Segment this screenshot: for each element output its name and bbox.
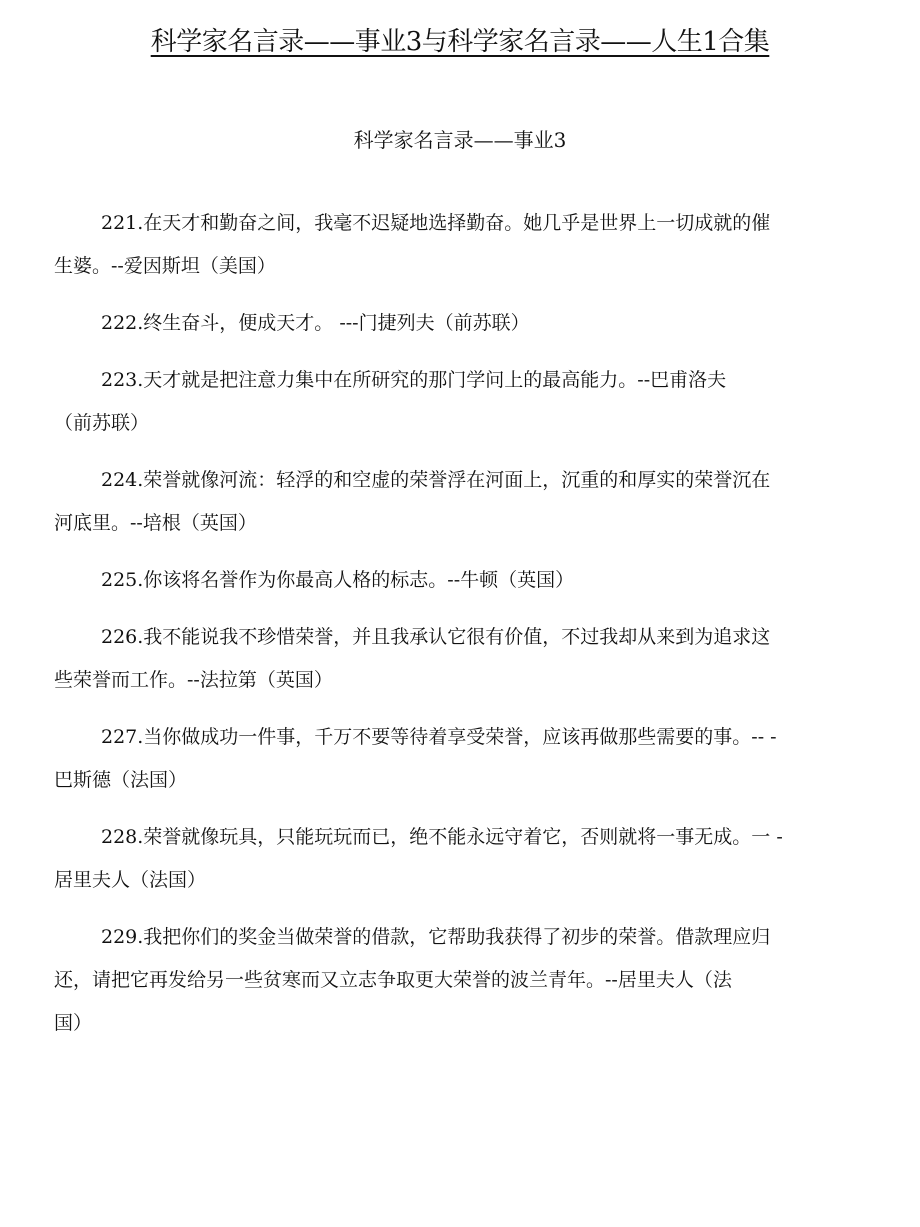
quote-line: 229.我把你们的奖金当做荣誉的借款，它帮助我获得了初步的荣誉。借款理应归 [101,926,771,948]
quote-line: 居里夫人（法国） [54,869,207,891]
quote-line: 228.荣誉就像玩具，只能玩玩而已，绝不能永远守着它，否则就将一事无成。一 - [101,826,783,848]
quote-line: 生婆。--爱因斯坦（美国） [54,255,276,277]
quote-item [54,302,854,345]
quote-line: 226.我不能说我不珍惜荣誉，并且我承认它很有价值，不过我却从来到为追求这 [101,626,771,648]
quote-item [54,459,854,545]
quote-line: 227.当你做成功一件事，千万不要等待着享受荣誉，应该再做那些需要的事。-- - [101,726,777,748]
quote-item [54,559,854,602]
quote-item [54,916,854,1045]
quote-line: 还，请把它再发给另一些贫寒而又立志争取更大荣誉的波兰青年。--居里夫人（法 [54,969,732,991]
document-title: 科学家名言录——事业3与科学家名言录——人生1合集 [150,27,770,57]
quote-item [54,816,854,902]
quote-line: 224.荣誉就像河流：轻浮的和空虚的荣誉浮在河面上，沉重的和厚实的荣誉沉在 [101,469,771,491]
quote-item [54,359,854,445]
quote-line: 些荣誉而工作。--法拉第（英国） [54,669,333,691]
quote-list [54,202,854,1059]
quote-item [54,616,854,702]
quote-line: 国） [54,1012,93,1034]
quote-item [54,202,854,288]
quote-line: 225.你该将名誉作为你最高人格的标志。--牛顿（英国） [101,569,575,591]
section-heading: 科学家名言录——事业3 [353,128,567,152]
quote-item [54,716,854,802]
quote-line: 221.在天才和勤奋之间，我毫不迟疑地选择勤奋。她几乎是世界上一切成就的催 [101,212,771,234]
quote-line: 巴斯德（法国） [54,769,188,791]
quote-line: 河底里。--培根（英国） [54,512,257,534]
quote-line: 223.天才就是把注意力集中在所研究的那门学问上的最高能力。--巴甫洛夫 [101,369,727,391]
quote-line: （前苏联） [54,412,150,434]
quote-line: 222.终生奋斗，便成天才。 ---门捷列夫（前苏联） [101,312,530,334]
